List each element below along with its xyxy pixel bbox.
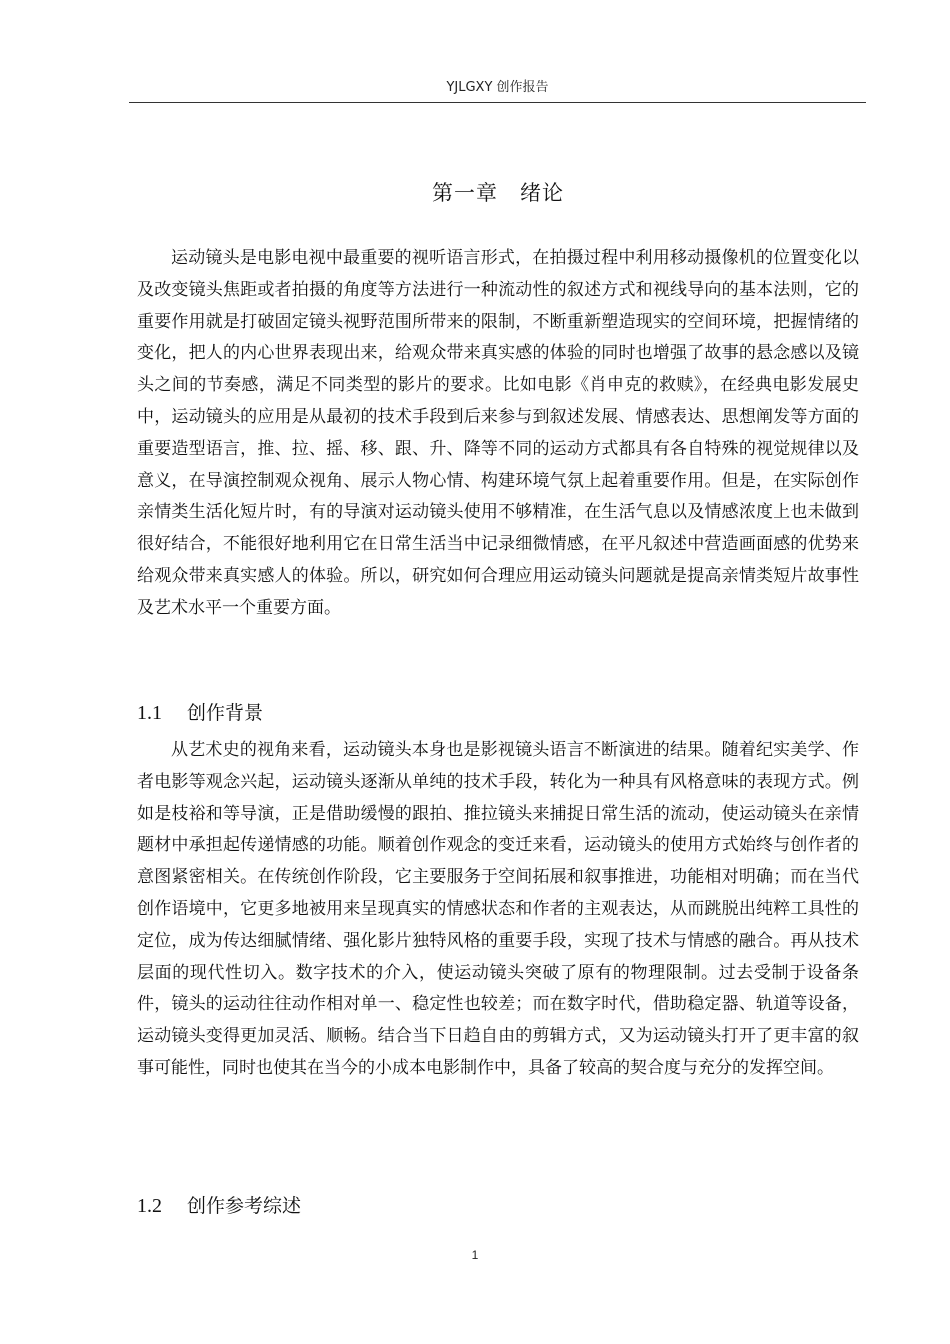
header-rule	[129, 102, 866, 103]
running-header: YJLGXY 创作报告	[446, 80, 549, 95]
section-heading-1-1	[137, 698, 263, 727]
chapter-title: 第一章 绪论	[432, 181, 564, 205]
section-number: 1.2	[137, 1195, 162, 1217]
intro-paragraph: 运动镜头是电影电视中最重要的视听语言形式，在拍摄过程中利用移动摄像机的位置变化以及改变镜头焦距或者拍摄的角度等方法进行一种流动性的叙述方式和视线导向的基本法则，它的重要作用就是打破固定镜头视野范围所带来的限制，不断重新塑造现实的空间环境，把握情绪的变化，把人的内心世界表现出来，给观众带来真实感的体验的同时也增强了故事的悬念感以及镜头之间的节奏感，满足不同类型的影片的要求。比如电影《肖申克的救赎》，在经典电影发展史中，运动镜头的应用是从最初的技术手段到后来参与到叙述发展、情感表达、思想阐发等方面的重要造型语言，推、拉、摇、移、跟、升、降等不同的运动方式都具有各自特殊的视觉规律以及意义，在导演控制观众视角、展示人物心情、构建环境气氛上起着重要作用。但是，在实际创作亲情类生活化短片时，有的导演对运动镜头使用不够精准，在生活气息以及情感浓度上也未做到很好结合，不能很好地利用它在日常生活当中记录细微情感，在平凡叙述中营造画面感的优势来给观众带来真实感人的体验。所以，研究如何合理应用运动镜头问题就是提高亲情类短片故事性及艺术水平一个重要方面。	[137, 248, 859, 618]
section-title: 创作背景	[187, 702, 264, 724]
background-paragraph: 从艺术史的视角来看，运动镜头本身也是影视镜头语言不断演进的结果。随着纪实美学、作者电影等观念兴起，运动镜头逐渐从单纯的技术手段，转化为一种具有风格意味的表现方式。例如是枝裕和等导演，正是借助缓慢的跟拍、推拉镜头来捕捉日常生活的流动，使运动镜头在亲情题材中承担起传递情感的功能。顺着创作观念的变迁来看，运动镜头的使用方式始终与创作者的意图紧密相关。在传统创作阶段，它主要服务于空间拓展和叙事推进，功能相对明确；而在当代创作语境中，它更多地被用来呈现真实的情感状态和作者的主观表达，从而跳脱出纯粹工具性的定位，成为传达细腻情绪、强化影片独特风格的重要手段，实现了技术与情感的融合。再从技术层面的现代性切入。数字技术的介入，使运动镜头突破了原有的物理限制。过去受制于设备条件，镜头的运动往往动作相对单一、稳定性也较差；而在数字时代，借助稳定器、轨道等设备，运动镜头变得更加灵活、顺畅。结合当下日趋自由的剪辑方式，又为运动镜头打开了更丰富的叙事可能性，同时也使其在当今的小成本电影制作中，具备了较高的契合度与充分的发挥空间。	[137, 740, 859, 1078]
section-title: 创作参考综述	[187, 1195, 302, 1217]
section-heading-1-2	[137, 1191, 301, 1220]
page-number: 1	[471, 1248, 479, 1262]
section-number: 1.1	[137, 702, 162, 724]
